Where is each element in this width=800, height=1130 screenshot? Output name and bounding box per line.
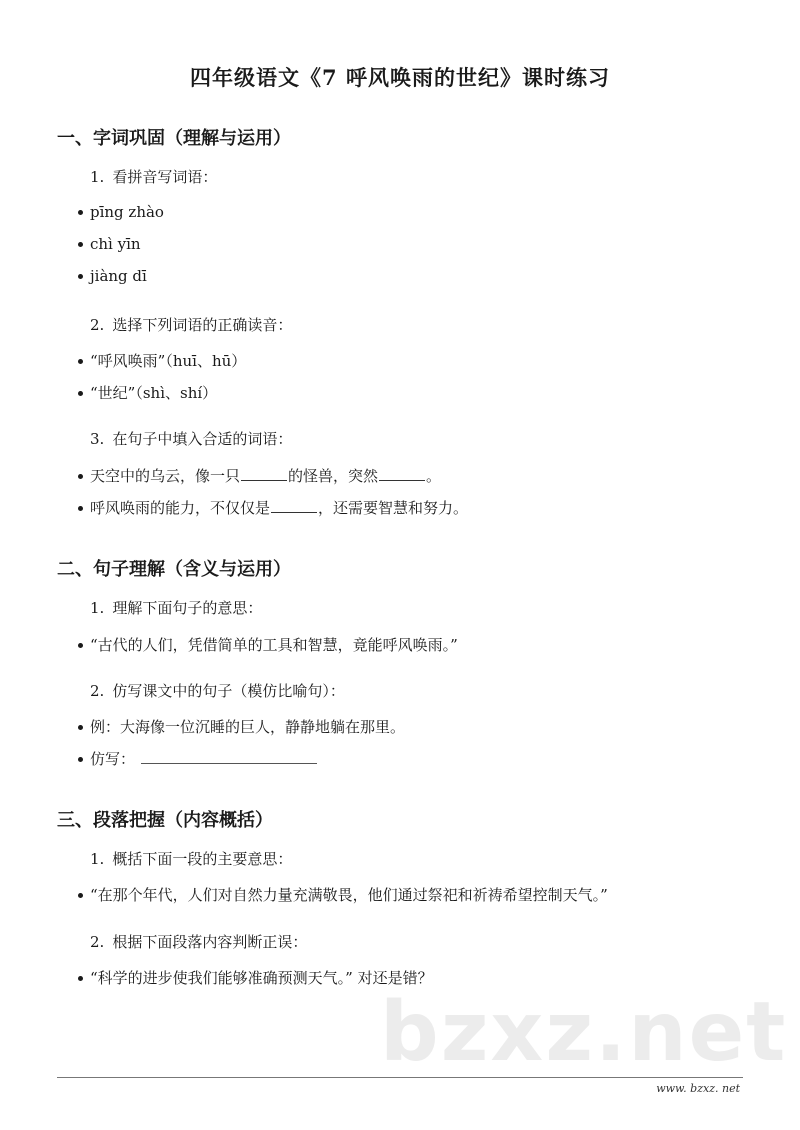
list-item bbox=[78, 884, 608, 905]
question-1-2 bbox=[90, 314, 292, 335]
fill-blank[interactable] bbox=[379, 466, 425, 481]
list-item bbox=[78, 497, 468, 518]
question-1-1 bbox=[90, 166, 217, 187]
question-text: 根据下面段落内容判断正误： bbox=[112, 933, 308, 951]
list-item bbox=[78, 350, 246, 371]
question-3-1 bbox=[90, 848, 292, 869]
bullet-icon bbox=[78, 242, 83, 247]
question-number: 2. bbox=[90, 933, 105, 951]
pinyin-item: jiàng dī bbox=[90, 267, 147, 285]
list-item bbox=[78, 203, 164, 221]
bullet-icon bbox=[78, 391, 83, 396]
pinyin-item: chì yīn bbox=[90, 235, 141, 253]
question-2-2 bbox=[90, 680, 345, 701]
quoted-sentence: “古代的人们，凭借简单的工具和智慧，竟能呼风唤雨。” bbox=[90, 636, 458, 654]
sentence-part: 的怪兽，突然 bbox=[288, 467, 379, 485]
answer-blank[interactable] bbox=[141, 749, 317, 764]
question-text: 概括下面一段的主要意思： bbox=[112, 850, 293, 868]
section-2-heading: 二、句子理解（含义与运用） bbox=[57, 559, 291, 580]
question-number: 1. bbox=[90, 168, 105, 186]
fill-blank[interactable] bbox=[241, 466, 287, 481]
section-3-heading: 三、段落把握（内容概括） bbox=[57, 810, 273, 831]
bullet-icon bbox=[78, 274, 83, 279]
section-1-heading: 一、字词巩固（理解与运用） bbox=[57, 128, 291, 149]
bullet-icon bbox=[78, 976, 83, 981]
bullet-icon bbox=[78, 506, 83, 511]
list-item bbox=[78, 634, 458, 655]
bullet-icon bbox=[78, 757, 83, 762]
question-text: 仿写课文中的句子（模仿比喻句）： bbox=[112, 682, 345, 700]
list-item bbox=[78, 267, 147, 285]
question-text: 看拼音写词语： bbox=[112, 168, 218, 186]
question-2-1 bbox=[90, 597, 262, 618]
page-title: 四年级语文《7 呼风唤雨的世纪》课时练习 bbox=[190, 65, 610, 90]
list-item bbox=[78, 748, 318, 769]
example-sentence: 例：大海像一位沉睡的巨人，静静地躺在那里。 bbox=[90, 718, 406, 736]
bullet-icon bbox=[78, 210, 83, 215]
bullet-icon bbox=[78, 643, 83, 648]
bullet-icon bbox=[78, 725, 83, 730]
question-text: 在句子中填入合适的词语： bbox=[112, 430, 293, 448]
true-false-statement: “科学的进步使我们能够准确预测天气。” 对还是错？ bbox=[90, 969, 433, 987]
quoted-paragraph: “在那个年代，人们对自然力量充满敬畏，他们通过祭祀和祈祷希望控制天气。” bbox=[90, 886, 608, 904]
question-number: 1. bbox=[90, 850, 105, 868]
footer-divider bbox=[57, 1077, 743, 1078]
question-number: 2. bbox=[90, 682, 105, 700]
question-number: 2. bbox=[90, 316, 105, 334]
watermark: bzxz.net bbox=[380, 985, 788, 1080]
question-number: 1. bbox=[90, 599, 105, 617]
bullet-icon bbox=[78, 474, 83, 479]
question-3-2 bbox=[90, 931, 307, 952]
list-item bbox=[78, 382, 217, 403]
sentence-part: 呼风唤雨的能力，不仅仅是 bbox=[90, 499, 271, 517]
imitation-label: 仿写： bbox=[90, 750, 136, 768]
question-number: 3. bbox=[90, 430, 105, 448]
reading-choice: “世纪”（shì、shí） bbox=[90, 384, 218, 402]
sentence-part: 。 bbox=[426, 467, 442, 485]
pinyin-item: pīng zhào bbox=[90, 203, 164, 221]
bullet-icon bbox=[78, 893, 83, 898]
bullet-icon bbox=[78, 359, 83, 364]
question-1-3 bbox=[90, 428, 292, 449]
list-item bbox=[78, 235, 141, 253]
sentence-part: ，还需要智慧和努力。 bbox=[318, 499, 469, 517]
question-text: 选择下列词语的正确读音： bbox=[112, 316, 293, 334]
fill-blank[interactable] bbox=[271, 498, 317, 513]
sentence-part: 天空中的乌云，像一只 bbox=[90, 467, 241, 485]
list-item bbox=[78, 465, 441, 486]
list-item bbox=[78, 716, 405, 737]
footer-url: www. bzxz. net bbox=[656, 1082, 740, 1095]
question-text: 理解下面句子的意思： bbox=[112, 599, 263, 617]
reading-choice: “呼风唤雨”（huī、hū） bbox=[90, 352, 247, 370]
